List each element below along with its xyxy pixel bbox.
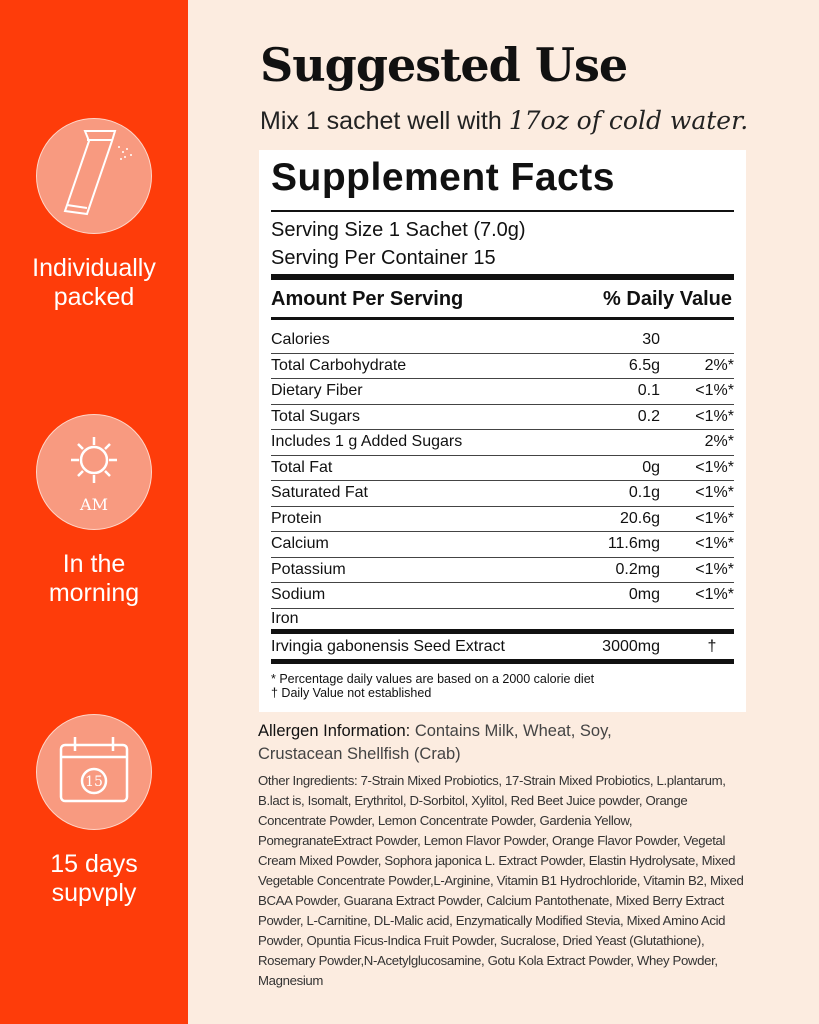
table-row (271, 456, 734, 482)
cell: 30 (642, 331, 660, 349)
feature-morning (0, 414, 188, 608)
cell: <1%* (695, 484, 734, 502)
cell: 2%* (704, 433, 734, 451)
table-row-extract: Irvingia gabonensis Seed Extract 3000mg † (271, 634, 734, 664)
supplement-facts-panel (259, 150, 746, 712)
feature-label: morning (48, 579, 140, 607)
table-row (271, 405, 734, 431)
feature-label: supvply (51, 879, 137, 907)
feature-15-days (0, 714, 188, 908)
feature-label: In the (62, 550, 126, 578)
cell: Includes 1 g Added Sugars (271, 433, 463, 451)
cell: Total Sugars (271, 407, 360, 425)
feature-label: 15 days (50, 850, 138, 878)
cell: 0.2mg (615, 560, 660, 578)
facts-title: Supplement Facts (271, 156, 734, 212)
sidebar (0, 0, 188, 1024)
cell: Total Carbohydrate (271, 356, 407, 374)
table-row (271, 430, 734, 456)
svg-text:AM: AM (80, 495, 108, 514)
feature-label: Individually (32, 254, 156, 282)
cell: 20.6g (619, 509, 660, 527)
cell: 6.5g (628, 356, 660, 374)
cell: <1%* (695, 382, 734, 400)
svg-text:15: 15 (85, 774, 103, 790)
servings-per-container: Serving Per Container 15 (271, 247, 496, 269)
cell: <1%* (695, 509, 734, 527)
table-row (271, 481, 734, 507)
other-ingredients: Other Ingredients: 7-Strain Mixed Probiotics, 17-Strain Mixed Probiotics, L.plantarum, B.lact is, Isomalt, Erythritol, D-Sorbitol, Xylitol, Red Beet Juice powder, Orange Concentrate Powder, Lemon Concentrate Powder, Gardenia Yellow, PomegranateExtract Powder, Lemon Flavor Powder, Orange Flavor Powder, Vegetal Cream Mixed Powder, Sophora japonica L. Extract Powder, Elastin Hydrolysate, Mixed Vegetable Concentrate Powder,L-Arginine, Vitamin B1 Hydrochloride, Vitamin B2, Mixed BCAA Powder, Guarana Extract Powder, Calcium Pantothenate, Mixed Berry Extract Powder, L-Carnitine, DL-Malic acid, Enzymatically Modified Stevia, Mixed Amino Acid Powder, Opuntia Ficus-Indica Fruit Powder, Sucralose, Dried Yeast (Glutathione), Rosemary Powder,N-Acetylglucosamine, Gotu Kola Extract Powder, Whey Powder, Magnesium (258, 773, 744, 988)
cell: Total Fat (271, 458, 333, 476)
table-row (271, 532, 734, 558)
cell: 0.2 (637, 407, 660, 425)
cell: <1%* (695, 407, 734, 425)
cell: Dietary Fiber (271, 382, 363, 400)
cell: <1%* (695, 535, 734, 553)
calendar-icon (36, 714, 152, 830)
subtitle: Mix 1 sachet well with 17oz of cold water. (260, 106, 749, 135)
cell: 0.1 (637, 382, 660, 400)
footnote: † Daily Value not established (271, 686, 432, 700)
cell: Iron (271, 609, 299, 627)
cell: Potassium (271, 560, 346, 578)
table-row (271, 328, 734, 354)
serving-size: Serving Size 1 Sachet (7.0g) (271, 219, 526, 241)
cell: 0g (642, 458, 660, 476)
cell: 0.1g (628, 484, 660, 502)
footnote: * Percentage daily values are based on a 2000 calorie diet (271, 672, 595, 686)
sachet-icon (36, 118, 152, 234)
facts-header: Amount Per Serving % Daily Value (271, 280, 734, 320)
table-row (271, 379, 734, 405)
feature-label: packed (53, 283, 135, 311)
cell: <1%* (695, 560, 734, 578)
table-row (271, 583, 734, 609)
cell: Calories (271, 331, 330, 349)
table-row (271, 609, 734, 635)
sun-am-icon (36, 414, 152, 530)
cell: Sodium (271, 586, 326, 604)
cell: Saturated Fat (271, 484, 368, 502)
cell: 11.6mg (607, 535, 660, 553)
cell: Protein (271, 509, 322, 527)
allergen-info: Allergen Information: Contains Milk, Wheat, Soy, Crustacean Shellfish (Crab) (258, 722, 612, 763)
table-row (271, 507, 734, 533)
cell: 0mg (628, 586, 660, 604)
table-row (271, 558, 734, 584)
cell: 2%* (704, 356, 734, 374)
feature-individually-packed (0, 118, 188, 312)
cell: Calcium (271, 535, 329, 553)
page-title: Suggested Use (260, 38, 628, 92)
cell: <1%* (695, 458, 734, 476)
cell: <1%* (695, 586, 734, 604)
table-row (271, 354, 734, 380)
